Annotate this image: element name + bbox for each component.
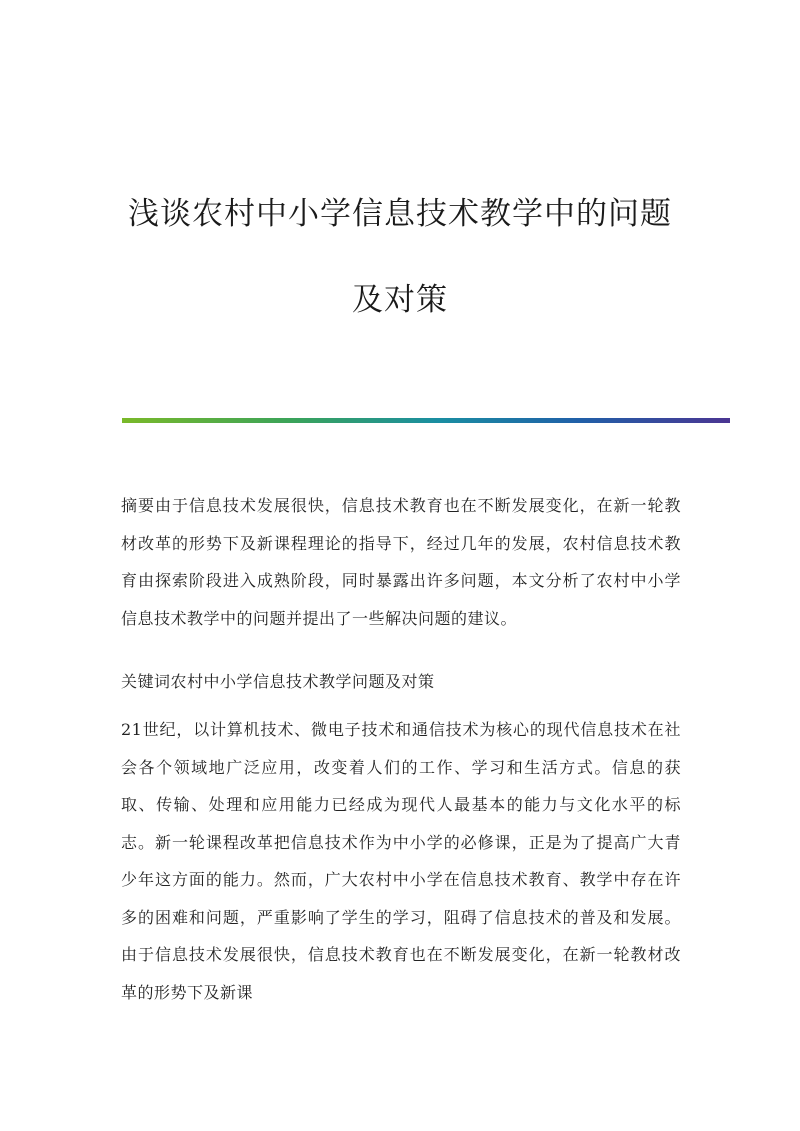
abstract-paragraph: 摘要由于信息技术发展很快，信息技术教育也在不断发展变化，在新一轮教材改革的形势下及新课程理论的指导下，经过几年的发展，农村信息技术教育由探索阶段进入成熟阶段，同时暴露出许多问题，本文分析了农村中小学信息技术教学中的问题并提出了一些解决问题的建议。 <box>121 496 681 628</box>
keywords-paragraph: 关键词农村中小学信息技术教学问题及对策 <box>121 672 435 691</box>
title-divider <box>122 418 730 423</box>
document-title-line-2: 及对策 <box>352 282 448 318</box>
document-title-line-1: 浅谈农村中小学信息技术教学中的问题 <box>128 196 672 232</box>
body-paragraph: 21世纪，以计算机技术、微电子技术和通信技术为核心的现代信息技术在社会各个领域地广泛应用，改变着人们的工作、学习和生活方式。信息的获取、传输、处理和应用能力已经成为现代人最基本的能力与文化水平的标志。新一轮课程改革把信息技术作为中小学的必修课，正是为了提高广大青少年这方面的能力。然而，广大农村中小学在信息技术教育、教学中存在许多的困难和问题，严重影响了学生的学习，阻碍了信息技术的普及和发展。由于信息技术发展很快，信息技术教育也在不断发展变化，在新一轮教材改革的形势下及新课 <box>121 720 681 1002</box>
